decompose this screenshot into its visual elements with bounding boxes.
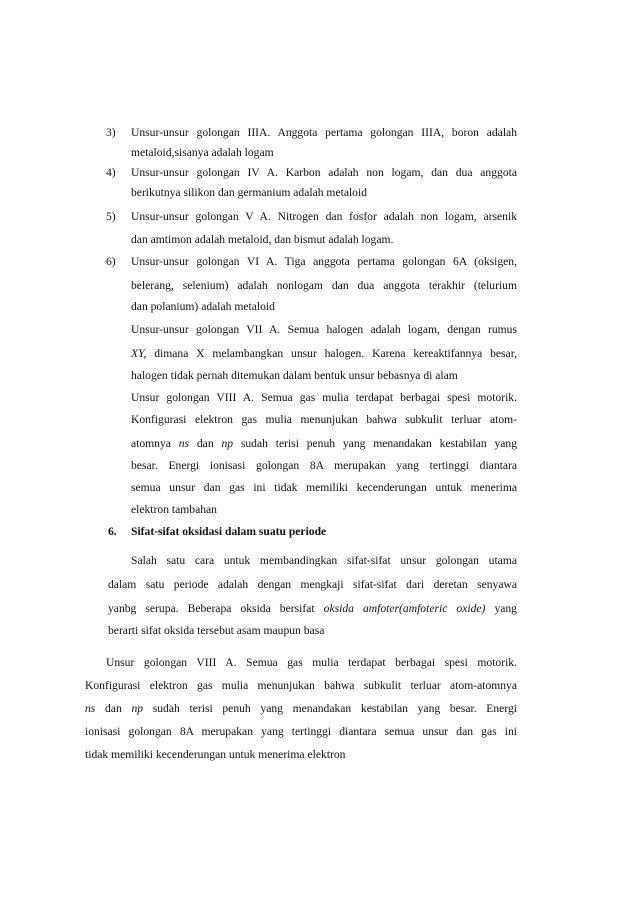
formula: XY, bbox=[131, 347, 147, 360]
group7-text: halogen tidak pernah ditemukan dalam bentuk unsur bebasnya di alam bbox=[131, 369, 458, 382]
list-item-text: metaloid,sisanya adalah logam bbox=[131, 146, 274, 159]
group8-text: elektron tambahan bbox=[131, 503, 217, 516]
group8-text: atomnya ns dan np sudah terisi penuh yang menandakan kestabilan yang bbox=[131, 437, 518, 450]
group8-text: Unsur golongan VIII A. Semua gas mulia terdapat berbagai spesi motorik. bbox=[131, 391, 517, 404]
group8-text: Konfigurasi elektron gas mulia menunjukan bahwa subkulit terluar atom- bbox=[131, 413, 517, 426]
italic-term: oksida amfoter(amfoteric oxide) bbox=[323, 602, 486, 615]
paragraph-text: Salah satu cara untuk membandingkan sifat-sifat unsur golongan utama bbox=[131, 554, 517, 567]
list-number: 3) bbox=[106, 126, 116, 139]
paragraph-text: Unsur golongan VIII A. Semua gas mulia terdapat berbagai spesi motorik. bbox=[106, 656, 517, 669]
list-number: 5) bbox=[106, 210, 116, 223]
section-heading: Sifat-sifat oksidasi dalam suatu periode bbox=[131, 525, 327, 538]
group8-text: besar. Energi ionisasi golongan 8A merupakan yang tertinggi diantara bbox=[131, 459, 517, 472]
list-item-text: dan amtimon adalah metaloid, dan bismut adalah logam. bbox=[131, 233, 394, 246]
group7-text: Unsur-unsur golongan VII A. Semua halogen adalah logam, dengan rumus bbox=[131, 323, 517, 336]
section-number: 6. bbox=[108, 525, 117, 538]
paragraph-text: Konfigurasi elektron gas mulia menunjukan bahwa subkulit terluar atom-atomnya bbox=[85, 679, 517, 692]
paragraph-text: ns dan np sudah terisi penuh yang menandakan kestabilan yang besar. Energi bbox=[85, 702, 517, 715]
paragraph-text: dalam satu periode adalah dengan mengkaji sifat-sifat dari deretan senyawa bbox=[108, 578, 517, 591]
list-item-text: belerang, selenium) adalah nonlogam dan dua anggota terakhir (telurium bbox=[131, 279, 517, 292]
list-item-text: Unsur-unsur golongan IIIA. Anggota pertama golongan IIIA, boron adalah bbox=[131, 126, 517, 139]
paragraph-text: ionisasi golongan 8A merupakan yang tertinggi diantara semua unsur dan gas ini bbox=[85, 725, 517, 738]
list-number: 6) bbox=[106, 255, 116, 268]
paragraph-text: berarti sifat oksida tersebut asam maupun basa bbox=[108, 624, 325, 637]
list-item-text: Unsur-unsur golongan VI A. Tiga anggota pertama golongan 6A (oksigen, bbox=[131, 255, 517, 268]
list-item-text: Unsur-unsur golongan V A. Nitrogen dan fosfor adalah non logam, arsenik bbox=[131, 210, 517, 223]
group7-text: XY, dimana X melambangkan unsur halogen. Karena kereaktifannya besar, bbox=[131, 347, 517, 360]
list-item-text: berikutnya silikon dan germanium adalah metaloid bbox=[131, 186, 367, 199]
paragraph-text: tidak memiliki kecenderungan untuk menerima elektron bbox=[85, 748, 346, 761]
list-item-text: Unsur-unsur golongan IV A. Karbon adalah non logam, dan dua anggota bbox=[131, 166, 517, 179]
list-number: 4) bbox=[106, 166, 116, 179]
group8-text: semua unsur dan gas ini tidak memiliki kecenderungan untuk menerima bbox=[131, 481, 517, 494]
paragraph-text: yanbg serupa. Beberapa oksida bersifat oksida amfoter(amfoteric oxide) yang bbox=[108, 602, 517, 615]
list-item-text: dan polanium) adalah metaloid bbox=[131, 300, 275, 313]
